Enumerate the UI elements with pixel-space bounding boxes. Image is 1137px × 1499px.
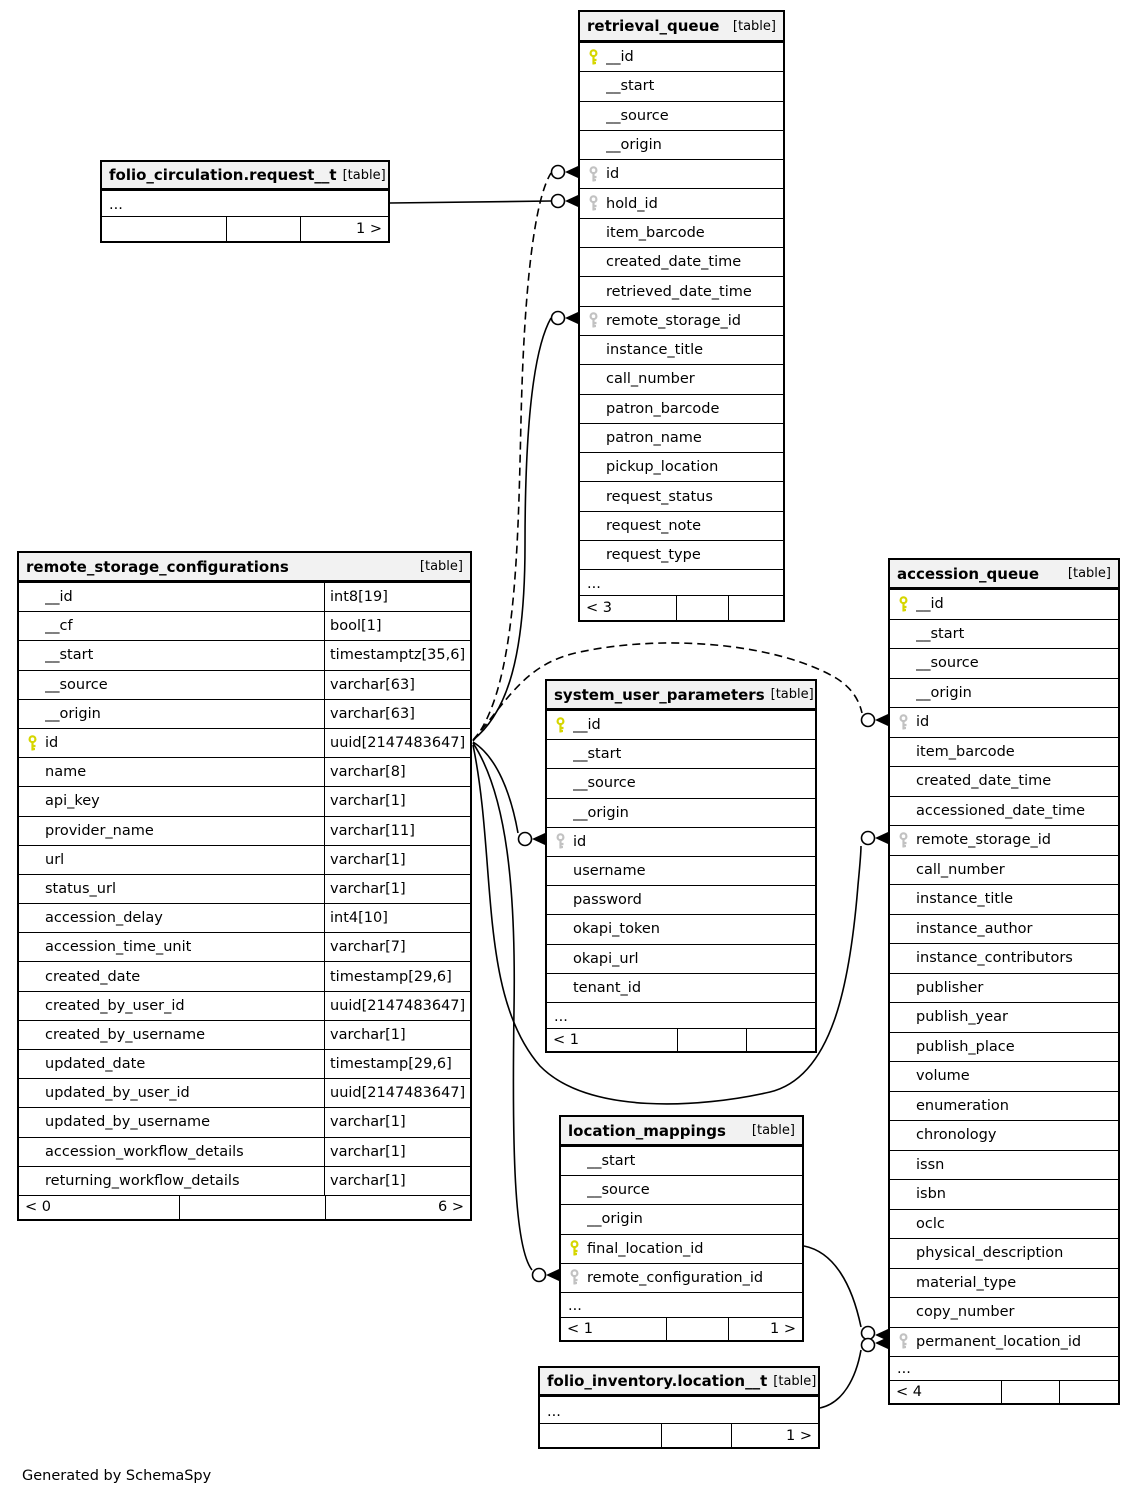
- column-name: __id: [573, 717, 601, 734]
- column-name: created_by_username: [45, 1026, 206, 1043]
- column-row-created_date: [19, 961, 470, 990]
- relationship-count-footer: [102, 216, 388, 241]
- column-row-created_by_username: [19, 1020, 470, 1049]
- column-name: id: [573, 833, 587, 850]
- column-row-updated_by_user_id: [19, 1078, 470, 1107]
- column-row-physical_description: [890, 1238, 1118, 1268]
- table-system-user-parameters[interactable]: [545, 679, 817, 1053]
- column-name: retrieved_date_time: [606, 283, 752, 300]
- column-name: __start: [45, 647, 94, 664]
- column-row-provider_name: [19, 816, 470, 845]
- column-name: issn: [916, 1156, 945, 1173]
- foreign-key-icon: [587, 312, 606, 329]
- incoming-relationship-count: [102, 217, 226, 241]
- column-row-enumeration: [890, 1091, 1118, 1121]
- column-name: __source: [916, 655, 979, 672]
- column-row-final_location_id: [561, 1234, 802, 1263]
- table-type-tag: [table]: [419, 559, 463, 574]
- column-name: id: [606, 166, 620, 183]
- more-columns-ellipsis: [547, 1002, 815, 1028]
- column-name: instance_title: [606, 342, 704, 359]
- incoming-relationship-count: < 3: [586, 600, 612, 617]
- table-type-tag: [table]: [732, 18, 776, 34]
- column-row-oclc: [890, 1209, 1118, 1239]
- column-type: int4[10]: [324, 904, 470, 932]
- column-name: permanent_location_id: [916, 1333, 1082, 1350]
- column-row-okapi_url: [547, 944, 815, 973]
- column-type: varchar[63]: [324, 671, 470, 699]
- column-name: physical_description: [916, 1245, 1064, 1262]
- foreign-key-icon: [897, 714, 916, 731]
- primary-key-icon: [554, 717, 573, 734]
- ellipsis-text: ...: [554, 1008, 568, 1025]
- column-row-patron_barcode: [580, 394, 783, 423]
- outgoing-relationship-count: 1 >: [300, 217, 388, 241]
- footer-spacer-cell: [666, 1318, 728, 1340]
- primary-key-icon: [26, 735, 45, 752]
- column-row-__id: [19, 582, 470, 611]
- column-type: varchar[1]: [324, 1138, 470, 1166]
- incoming-relationship-count: [540, 1424, 661, 1447]
- column-row-__cf: [19, 611, 470, 640]
- primary-key-icon: [568, 1240, 587, 1257]
- column-row-instance_contributors: [890, 943, 1118, 973]
- relationship-count-footer: [540, 1423, 818, 1447]
- column-name: isbn: [916, 1186, 946, 1203]
- column-name: updated_by_username: [45, 1114, 211, 1131]
- column-row-id: [890, 707, 1118, 737]
- column-row-call_number: [890, 855, 1118, 885]
- incoming-relationship-count: < 1: [567, 1320, 593, 1337]
- column-name: oclc: [916, 1215, 945, 1232]
- column-type: varchar[1]: [324, 1021, 470, 1049]
- column-name: __id: [606, 49, 634, 66]
- column-row-permanent_location_id: [890, 1327, 1118, 1357]
- column-name: __id: [916, 596, 944, 613]
- table-header[interactable]: [547, 681, 815, 710]
- outgoing-relationship-count: 1 >: [728, 1318, 802, 1340]
- column-row-call_number: [580, 364, 783, 393]
- foreign-key-icon: [587, 195, 606, 212]
- footer-spacer-cell: [1001, 1381, 1059, 1403]
- column-type: varchar[63]: [324, 700, 470, 728]
- column-row-patron_name: [580, 423, 783, 452]
- column-row-request_note: [580, 511, 783, 540]
- column-row-tenant_id: [547, 973, 815, 1002]
- column-name: updated_by_user_id: [45, 1085, 190, 1102]
- outgoing-relationship-count: 1 >: [731, 1424, 818, 1447]
- column-row-__origin: [561, 1204, 802, 1233]
- column-name: item_barcode: [606, 224, 705, 241]
- footer-spacer-cell: [661, 1424, 731, 1447]
- column-name: volume: [916, 1068, 970, 1085]
- table-name: retrieval_queue: [587, 17, 720, 35]
- column-name: __origin: [606, 137, 662, 154]
- fk-line-locationmappings-accessionqueue: [804, 1246, 861, 1327]
- table-type-tag: [table]: [751, 1123, 795, 1138]
- primary-key-icon: [587, 49, 606, 66]
- column-row-__source: [547, 768, 815, 797]
- generator-credit: Generated by SchemaSpy: [22, 1468, 212, 1484]
- table-header[interactable]: [540, 1368, 818, 1396]
- column-name: hold_id: [606, 195, 658, 212]
- column-row-__source: [580, 101, 783, 130]
- column-name: username: [573, 863, 646, 880]
- column-type: timestamptz[35,6]: [324, 641, 470, 669]
- column-name: publish_year: [916, 1009, 1008, 1026]
- column-row-__start: [547, 739, 815, 768]
- column-name: instance_author: [916, 920, 1033, 937]
- ellipsis-text: ...: [897, 1361, 911, 1377]
- foreign-key-icon: [897, 1333, 916, 1350]
- column-row-__origin: [19, 699, 470, 728]
- relationship-count-footer: [580, 595, 783, 620]
- table-folio-inventory-location-t[interactable]: [538, 1366, 820, 1449]
- table-name: folio_circulation.request__t: [109, 166, 337, 184]
- column-name: item_barcode: [916, 743, 1015, 760]
- column-name: returning_workflow_details: [45, 1172, 240, 1189]
- column-name: accessioned_date_time: [916, 802, 1086, 819]
- column-name: accession_workflow_details: [45, 1143, 244, 1160]
- column-row-instance_title: [580, 335, 783, 364]
- column-type: varchar[8]: [324, 758, 470, 786]
- column-row-isbn: [890, 1179, 1118, 1209]
- column-row-copy_number: [890, 1297, 1118, 1327]
- column-row-volume: [890, 1061, 1118, 1091]
- table-header[interactable]: [19, 553, 470, 582]
- table-type-tag: [table]: [773, 1373, 817, 1389]
- more-columns-ellipsis: [890, 1356, 1118, 1380]
- column-name: publish_place: [916, 1038, 1015, 1055]
- column-name: api_key: [45, 793, 100, 810]
- more-columns-ellipsis: [580, 569, 783, 595]
- table-retrieval-queue[interactable]: [578, 10, 785, 622]
- ellipsis-text: ...: [109, 197, 123, 213]
- column-type: varchar[1]: [324, 1167, 470, 1195]
- column-name: call_number: [916, 861, 1005, 878]
- column-name: provider_name: [45, 822, 154, 839]
- column-name: enumeration: [916, 1097, 1009, 1114]
- ellipsis-text: ...: [547, 1404, 561, 1420]
- table-accession-queue[interactable]: [888, 558, 1120, 1405]
- column-row-accession_workflow_details: [19, 1137, 470, 1166]
- incoming-relationship-count: < 0: [25, 1199, 51, 1216]
- fk-line-request-holdid: [390, 201, 551, 203]
- column-row-accession_time_unit: [19, 932, 470, 961]
- table-header[interactable]: [561, 1117, 802, 1146]
- column-row-__origin: [890, 678, 1118, 708]
- column-name: __start: [916, 625, 965, 642]
- table-type-tag: [table]: [1067, 566, 1111, 581]
- column-row-__id: [890, 589, 1118, 619]
- column-row-material_type: [890, 1268, 1118, 1298]
- more-columns-ellipsis: [540, 1396, 818, 1423]
- column-row-instance_title: [890, 884, 1118, 914]
- column-type: timestamp[29,6]: [324, 1050, 470, 1078]
- column-name: __start: [573, 746, 622, 763]
- column-type: varchar[11]: [324, 817, 470, 845]
- outgoing-relationship-count: [746, 1029, 815, 1051]
- ellipsis-text: ...: [587, 576, 601, 593]
- column-name: copy_number: [916, 1304, 1015, 1321]
- column-row-id: [547, 827, 815, 856]
- table-name: system_user_parameters: [554, 685, 765, 704]
- foreign-key-icon: [587, 166, 606, 183]
- column-name: okapi_url: [573, 950, 639, 967]
- column-row-returning_workflow_details: [19, 1166, 470, 1195]
- column-type: varchar[1]: [324, 846, 470, 874]
- footer-spacer-cell: [179, 1196, 325, 1219]
- column-name: remote_configuration_id: [587, 1269, 764, 1286]
- column-name: __origin: [916, 684, 972, 701]
- table-type-tag: [table]: [342, 167, 386, 183]
- column-name: okapi_token: [573, 921, 660, 938]
- column-row-remote_storage_id: [890, 825, 1118, 855]
- table-name: location_mappings: [568, 1121, 726, 1140]
- column-row-accession_delay: [19, 903, 470, 932]
- column-name: remote_storage_id: [606, 312, 741, 329]
- column-name: __source: [587, 1182, 650, 1199]
- column-name: accession_time_unit: [45, 939, 192, 956]
- ellipsis-text: ...: [568, 1297, 582, 1314]
- outgoing-relationship-count: 6 >: [325, 1196, 470, 1219]
- column-name: __source: [45, 676, 108, 693]
- relationship-count-footer: [890, 1380, 1118, 1403]
- column-type: uuid[2147483647]: [324, 729, 470, 757]
- column-row-username: [547, 856, 815, 885]
- fk-line-rsc-locationmappings: [473, 743, 532, 1270]
- column-name: request_note: [606, 517, 702, 534]
- table-name: remote_storage_configurations: [26, 557, 289, 576]
- relationship-count-footer: [19, 1195, 470, 1219]
- foreign-key-icon: [568, 1269, 587, 1286]
- column-name: created_by_user_id: [45, 997, 185, 1014]
- column-row-publish_year: [890, 1002, 1118, 1032]
- column-name: __start: [587, 1153, 636, 1170]
- table-header[interactable]: [890, 560, 1118, 589]
- table-remote-storage-configurations[interactable]: [17, 551, 472, 1221]
- column-row-request_status: [580, 481, 783, 510]
- column-name: instance_contributors: [916, 950, 1073, 967]
- column-row-__start: [580, 71, 783, 100]
- column-row-updated_date: [19, 1049, 470, 1078]
- column-row-password: [547, 885, 815, 914]
- column-row-__start: [561, 1146, 802, 1175]
- column-name: created_date_time: [606, 254, 742, 271]
- column-name: url: [45, 851, 65, 868]
- footer-spacer-cell: [676, 596, 728, 620]
- table-name: accession_queue: [897, 564, 1040, 583]
- implied-line-rsc-retrievalqueue-id: [473, 173, 551, 741]
- column-row-created_date_time: [890, 766, 1118, 796]
- column-type: varchar[1]: [324, 787, 470, 815]
- column-name: id: [45, 735, 59, 752]
- column-row-okapi_token: [547, 914, 815, 943]
- column-name: __start: [606, 78, 655, 95]
- incoming-relationship-count: < 4: [896, 1384, 922, 1400]
- foreign-key-icon: [554, 833, 573, 850]
- column-row-publish_place: [890, 1032, 1118, 1062]
- fk-line-locationt-accessionqueue: [820, 1350, 861, 1408]
- column-row-instance_author: [890, 914, 1118, 944]
- column-row-__source: [890, 648, 1118, 678]
- column-row-__id: [547, 710, 815, 739]
- column-name: call_number: [606, 371, 695, 388]
- column-name: chronology: [916, 1127, 997, 1144]
- relationship-count-footer: [561, 1317, 802, 1340]
- column-row-__source: [19, 670, 470, 699]
- table-type-tag: [table]: [770, 687, 814, 702]
- column-row-__id: [580, 42, 783, 71]
- column-name: id: [916, 714, 930, 731]
- column-name: status_url: [45, 880, 116, 897]
- column-name: request_status: [606, 488, 713, 505]
- column-row-remote_configuration_id: [561, 1263, 802, 1292]
- column-name: pickup_location: [606, 459, 719, 476]
- column-name: created_date_time: [916, 773, 1052, 790]
- column-name: instance_title: [916, 891, 1014, 908]
- primary-key-icon: [897, 596, 916, 613]
- column-row-__source: [561, 1175, 802, 1204]
- column-row-id: [19, 728, 470, 757]
- column-row-item_barcode: [580, 218, 783, 247]
- column-row-created_date_time: [580, 247, 783, 276]
- fk-line-rsc-sup-id: [473, 742, 518, 833]
- column-row-status_url: [19, 874, 470, 903]
- column-name: final_location_id: [587, 1240, 704, 1257]
- column-name: publisher: [916, 979, 984, 996]
- column-row-chronology: [890, 1120, 1118, 1150]
- column-row-publisher: [890, 973, 1118, 1003]
- column-row-accessioned_date_time: [890, 796, 1118, 826]
- column-row-api_key: [19, 786, 470, 815]
- column-name: patron_barcode: [606, 400, 720, 417]
- column-name: password: [573, 892, 642, 909]
- footer-spacer-cell: [226, 217, 300, 241]
- column-name: __origin: [573, 804, 629, 821]
- table-location-mappings[interactable]: [559, 1115, 804, 1342]
- column-type: int8[19]: [324, 583, 470, 611]
- column-name: updated_date: [45, 1056, 146, 1073]
- table-header[interactable]: [580, 12, 783, 42]
- column-name: __id: [45, 589, 73, 606]
- table-header[interactable]: [102, 162, 388, 190]
- outgoing-relationship-count: [1059, 1381, 1118, 1403]
- column-row-remote_storage_id: [580, 306, 783, 335]
- column-name: accession_delay: [45, 910, 163, 927]
- column-row-name: [19, 757, 470, 786]
- column-row-__start: [890, 619, 1118, 649]
- column-name: __cf: [45, 618, 73, 635]
- column-type: uuid[2147483647]: [324, 1079, 470, 1107]
- fk-line-rsc-retrievalqueue-rsid: [473, 318, 551, 740]
- column-type: varchar[1]: [324, 1108, 470, 1136]
- column-name: __source: [573, 775, 636, 792]
- relationship-count-footer: [547, 1028, 815, 1051]
- table-folio-circulation-request-t[interactable]: [100, 160, 390, 243]
- column-type: varchar[1]: [324, 875, 470, 903]
- column-name: created_date: [45, 968, 141, 985]
- incoming-relationship-count: < 1: [553, 1031, 579, 1048]
- more-columns-ellipsis: [561, 1292, 802, 1317]
- column-name: material_type: [916, 1274, 1017, 1291]
- column-row-__origin: [580, 130, 783, 159]
- column-name: patron_name: [606, 430, 702, 446]
- column-row-__origin: [547, 798, 815, 827]
- foreign-key-icon: [897, 832, 916, 849]
- column-type: varchar[7]: [324, 933, 470, 961]
- column-row-item_barcode: [890, 737, 1118, 767]
- column-type: timestamp[29,6]: [324, 962, 470, 990]
- column-row-pickup_location: [580, 452, 783, 481]
- table-name: folio_inventory.location__t: [547, 1372, 768, 1390]
- column-name: __origin: [45, 705, 101, 722]
- column-row-url: [19, 845, 470, 874]
- column-row-request_type: [580, 540, 783, 569]
- column-name: remote_storage_id: [916, 832, 1051, 849]
- column-name: request_type: [606, 547, 701, 564]
- column-row-issn: [890, 1150, 1118, 1180]
- column-row-__start: [19, 640, 470, 669]
- outgoing-relationship-count: [728, 596, 783, 620]
- column-name: name: [45, 764, 87, 781]
- column-name: __source: [606, 107, 669, 124]
- footer-spacer-cell: [677, 1029, 746, 1051]
- column-row-created_by_user_id: [19, 991, 470, 1020]
- column-name: tenant_id: [573, 979, 642, 996]
- column-type: uuid[2147483647]: [324, 992, 470, 1020]
- column-type: bool[1]: [324, 612, 470, 640]
- column-row-retrieved_date_time: [580, 276, 783, 305]
- column-row-id: [580, 159, 783, 188]
- column-row-hold_id: [580, 188, 783, 217]
- column-row-updated_by_username: [19, 1107, 470, 1136]
- column-name: __origin: [587, 1211, 643, 1228]
- more-columns-ellipsis: [102, 190, 388, 216]
